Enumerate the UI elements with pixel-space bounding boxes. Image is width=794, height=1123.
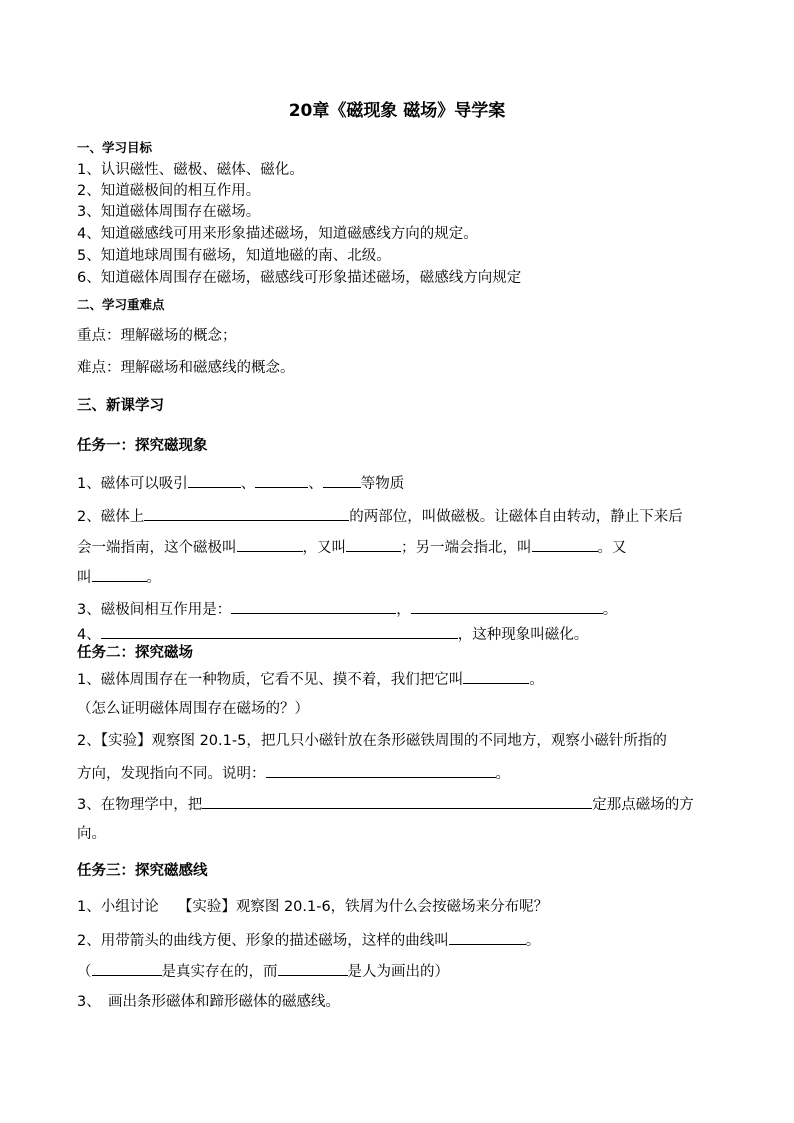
goal-item: 1、认识磁性、磁极、磁体、磁化。 <box>77 162 304 178</box>
task1-question-2-line2 <box>77 536 627 558</box>
task1-question-4 <box>77 623 588 645</box>
q-text: 1、磁体可以吸引 <box>77 476 188 492</box>
task3-question-2 <box>77 929 540 951</box>
q-text: 3、磁极间相互作用是： <box>77 602 232 618</box>
new-lesson-heading: 三、新课学习 <box>77 398 164 414</box>
goal-item: 5、知道地球周围有磁场，知道地磁的南、北级。 <box>77 248 391 264</box>
task2-question-2: 2、【实验】观察图 20.1-5，把几只小磁针放在条形磁铁周围的不同地方，观察小磁针所指的 <box>77 733 667 749</box>
q-text: 。 <box>529 672 544 688</box>
answer-blank[interactable] <box>266 762 496 778</box>
task3-heading: 任务三：探究磁感线 <box>77 863 208 879</box>
answer-blank[interactable] <box>323 472 361 488</box>
q-text: 。又 <box>597 540 627 556</box>
q-text: ， <box>396 602 411 618</box>
answer-blank[interactable] <box>92 566 147 582</box>
q-text: 会一端指南，这个磁极叫 <box>77 540 237 556</box>
answer-blank[interactable] <box>346 536 401 552</box>
answer-blank[interactable] <box>237 536 303 552</box>
q-text: 2、磁体上 <box>77 509 145 525</box>
task2-heading: 任务二：探究磁场 <box>77 645 193 661</box>
q-text: 等物质 <box>360 476 405 492</box>
q-text: （ <box>77 964 92 980</box>
answer-blank[interactable] <box>255 472 308 488</box>
task2-note: （怎么证明磁体周围存在磁场的？） <box>77 701 309 717</box>
page-title: 20章《磁现象 磁场》导学案 <box>288 101 506 121</box>
answer-blank[interactable] <box>188 472 241 488</box>
keypoints-heading: 二、学习重难点 <box>77 297 165 312</box>
q-text: 3、在物理学中，把 <box>77 797 203 813</box>
task1-question-2 <box>77 505 683 527</box>
difficulty-point: 难点：理解磁场和磁感线的概念。 <box>77 360 295 376</box>
task2-question-1 <box>77 668 544 690</box>
answer-blank[interactable] <box>202 793 592 809</box>
task2-question-3-line2: 向。 <box>77 826 106 842</box>
q-text: 1、磁体周围存在一种物质，它看不见、摸不着，我们把它叫 <box>77 672 464 688</box>
task2-question-2-line2 <box>77 762 510 784</box>
q-text: 叫 <box>77 570 92 586</box>
answer-blank[interactable] <box>278 960 348 976</box>
answer-blank[interactable] <box>231 598 396 614</box>
goal-item: 3、知道磁体周围存在磁场。 <box>77 204 261 220</box>
q-text: 、 <box>240 476 256 492</box>
q-text: 定那点磁场的方 <box>592 797 694 813</box>
task1-question-3 <box>77 598 617 620</box>
task1-question-2-line3 <box>77 566 161 588</box>
q-text: 。 <box>146 570 161 586</box>
q-text: 是真实存在的，而 <box>161 964 278 980</box>
key-point: 重点：理解磁场的概念； <box>77 328 237 344</box>
q-text: 4、 <box>77 627 101 643</box>
q-text: 。 <box>602 602 618 618</box>
answer-blank[interactable] <box>101 623 458 639</box>
task3-question-3: 3、 画出条形磁体和蹄形磁体的磁感线。 <box>77 994 340 1010</box>
task1-heading: 任务一：探究磁现象 <box>77 438 208 454</box>
q-text: 。 <box>495 766 510 782</box>
answer-blank[interactable] <box>463 668 529 684</box>
task2-question-3 <box>77 793 694 815</box>
q-text: 2、用带箭头的曲线方便、形象的描述磁场，这样的曲线叫 <box>77 933 449 949</box>
task3-question-1: 1、小组讨论 【实验】观察图 20.1-6，铁屑为什么会按磁场来分布呢？ <box>77 899 549 915</box>
q-text: 是人为画出的） <box>347 964 449 980</box>
goal-item: 6、知道磁体周围存在磁场，磁感线可形象描述磁场，磁感线方向规定 <box>77 270 522 286</box>
q-text: 。 <box>525 933 541 949</box>
answer-blank[interactable] <box>449 929 526 945</box>
answer-blank[interactable] <box>532 536 598 552</box>
answer-blank[interactable] <box>411 598 603 614</box>
q-text: ，这种现象叫磁化。 <box>457 627 589 643</box>
answer-blank[interactable] <box>144 505 349 521</box>
q-text: 的两部位，叫做磁极。让磁体自由转动，静止下来后 <box>349 509 683 525</box>
goal-item: 2、知道磁极间的相互作用。 <box>77 183 261 199</box>
answer-blank[interactable] <box>92 960 162 976</box>
goals-heading: 一、学习目标 <box>77 140 153 155</box>
q-text: ；另一端会指北，叫 <box>401 540 532 556</box>
q-text: 方向，发现指向不同。说明： <box>77 766 266 782</box>
task3-note <box>77 960 449 982</box>
task1-question-1 <box>77 472 404 494</box>
q-text: ，又叫 <box>302 540 346 556</box>
goal-item: 4、知道磁感线可用来形象描述磁场，知道磁感线方向的规定。 <box>77 226 478 242</box>
q-text: 、 <box>308 476 323 492</box>
